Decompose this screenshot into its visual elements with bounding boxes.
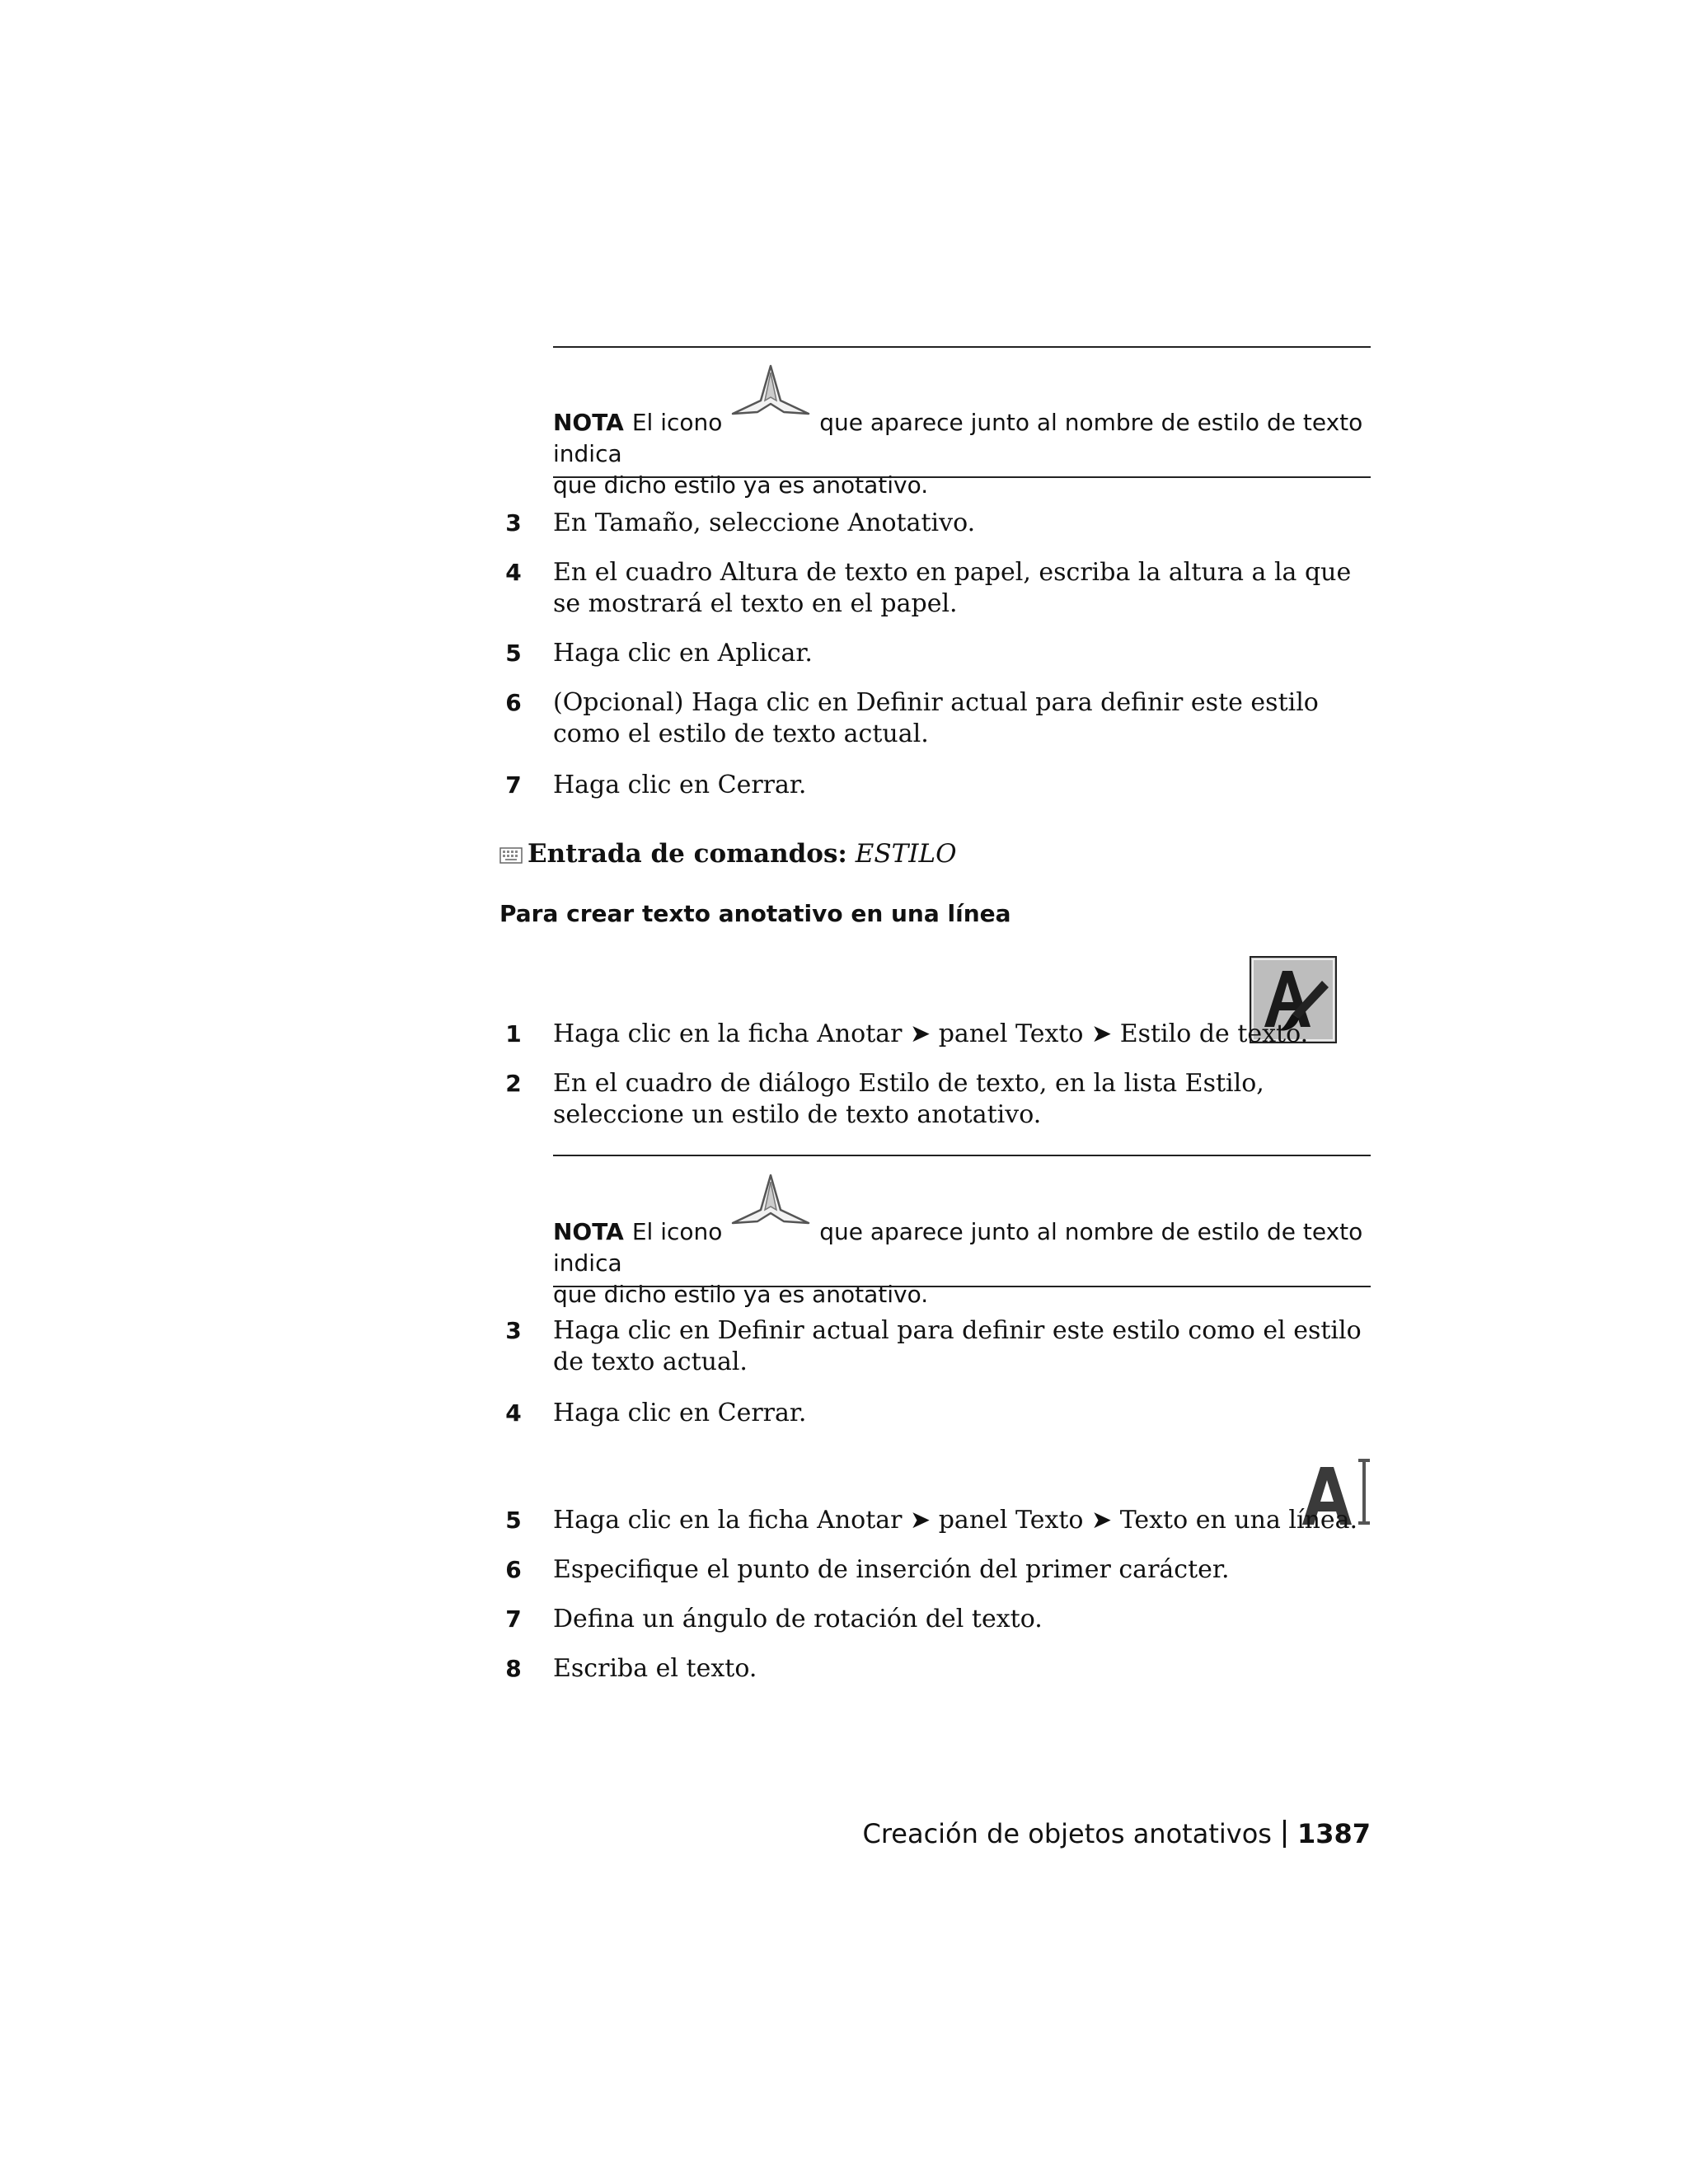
step-number: 5 bbox=[505, 1507, 522, 1534]
list-item bbox=[495, 770, 1371, 801]
note-2 bbox=[553, 1215, 1371, 1310]
step-number: 6 bbox=[505, 1556, 522, 1583]
note-label: NOTA bbox=[553, 409, 624, 436]
list-item bbox=[495, 508, 1371, 539]
keyboard-icon bbox=[499, 839, 523, 872]
note-rule-top bbox=[553, 346, 1371, 348]
page-number: 1387 bbox=[1296, 1818, 1371, 1849]
step-text: Haga clic en la ficha Anotar ➤ panel Texto ➤ Texto en una línea. bbox=[553, 1506, 1358, 1535]
step-text: Haga clic en Cerrar. bbox=[553, 771, 807, 799]
step-number: 6 bbox=[505, 689, 522, 716]
step-text: Especifique el punto de inserción del primer carácter. bbox=[553, 1555, 1230, 1584]
list-item bbox=[495, 1068, 1371, 1131]
step-number: 4 bbox=[505, 1399, 522, 1427]
note-text-line2: que dicho estilo ya es anotativo. bbox=[553, 1281, 929, 1308]
note-rule-bottom bbox=[553, 476, 1371, 478]
list-item bbox=[495, 638, 1371, 669]
step-number: 3 bbox=[505, 509, 522, 537]
list-item bbox=[495, 1554, 1371, 1586]
step-number: 2 bbox=[505, 1070, 522, 1097]
list-item bbox=[495, 1019, 1371, 1050]
step-text: Haga clic en Aplicar. bbox=[553, 639, 813, 668]
step-text: Defina un ángulo de rotación del texto. bbox=[553, 1605, 1043, 1633]
step-text: Haga clic en Definir actual para definir este estilo como el estilo de texto actual. bbox=[553, 1316, 1362, 1376]
section-heading: Para crear texto anotativo en una línea bbox=[499, 900, 1011, 927]
note-text-before: El icono bbox=[631, 1218, 723, 1245]
step-number: 7 bbox=[505, 1605, 522, 1633]
note-text-before: El icono bbox=[631, 409, 723, 436]
step-text: (Opcional) Haga clic en Definir actual para definir este estilo como el estilo de texto actual. bbox=[553, 688, 1319, 748]
list-item bbox=[495, 1315, 1371, 1378]
list-item bbox=[495, 1604, 1371, 1635]
note-rule-bottom bbox=[553, 1286, 1371, 1287]
page-footer bbox=[862, 1816, 1371, 1851]
list-item bbox=[495, 687, 1371, 750]
list-item bbox=[495, 1398, 1371, 1429]
step-number: 3 bbox=[505, 1317, 522, 1344]
command-entry bbox=[499, 837, 957, 872]
step-text: En Tamaño, seleccione Anotativo. bbox=[553, 509, 976, 537]
footer-section-title: Creación de objetos anotativos bbox=[862, 1818, 1272, 1849]
list-item bbox=[495, 1505, 1371, 1536]
step-number: 7 bbox=[505, 771, 522, 799]
step-text: Haga clic en la ficha Anotar ➤ panel Texto ➤ Estilo de texto. bbox=[553, 1019, 1309, 1048]
note-1 bbox=[553, 405, 1371, 501]
footer-divider bbox=[1283, 1820, 1286, 1848]
note-text-after: que aparece junto al nombre de estilo de texto indica bbox=[553, 409, 1363, 467]
annotative-icon bbox=[729, 405, 812, 430]
step-number: 4 bbox=[505, 559, 522, 586]
command-label: Entrada de comandos: bbox=[528, 839, 847, 869]
list-item bbox=[495, 1653, 1371, 1685]
note-text-after: que aparece junto al nombre de estilo de texto indica bbox=[553, 1218, 1363, 1277]
annotative-icon bbox=[729, 1215, 812, 1240]
note-label: NOTA bbox=[553, 1218, 624, 1245]
step-number: 8 bbox=[505, 1655, 522, 1682]
note-rule-top bbox=[553, 1155, 1371, 1156]
command-value: ESTILO bbox=[855, 839, 957, 869]
step-text: En el cuadro Altura de texto en papel, escriba la altura a la que se mostrará el texto en el papel. bbox=[553, 558, 1352, 618]
step-text: Escriba el texto. bbox=[553, 1654, 757, 1683]
step-number: 1 bbox=[505, 1020, 522, 1047]
step-text: En el cuadro de diálogo Estilo de texto, en la lista Estilo, seleccione un estilo de texto anotativo. bbox=[553, 1069, 1264, 1129]
list-item bbox=[495, 557, 1371, 620]
step-text: Haga clic en Cerrar. bbox=[553, 1399, 807, 1427]
note-text-line2: que dicho estilo ya es anotativo. bbox=[553, 471, 929, 499]
step-number: 5 bbox=[505, 640, 522, 667]
